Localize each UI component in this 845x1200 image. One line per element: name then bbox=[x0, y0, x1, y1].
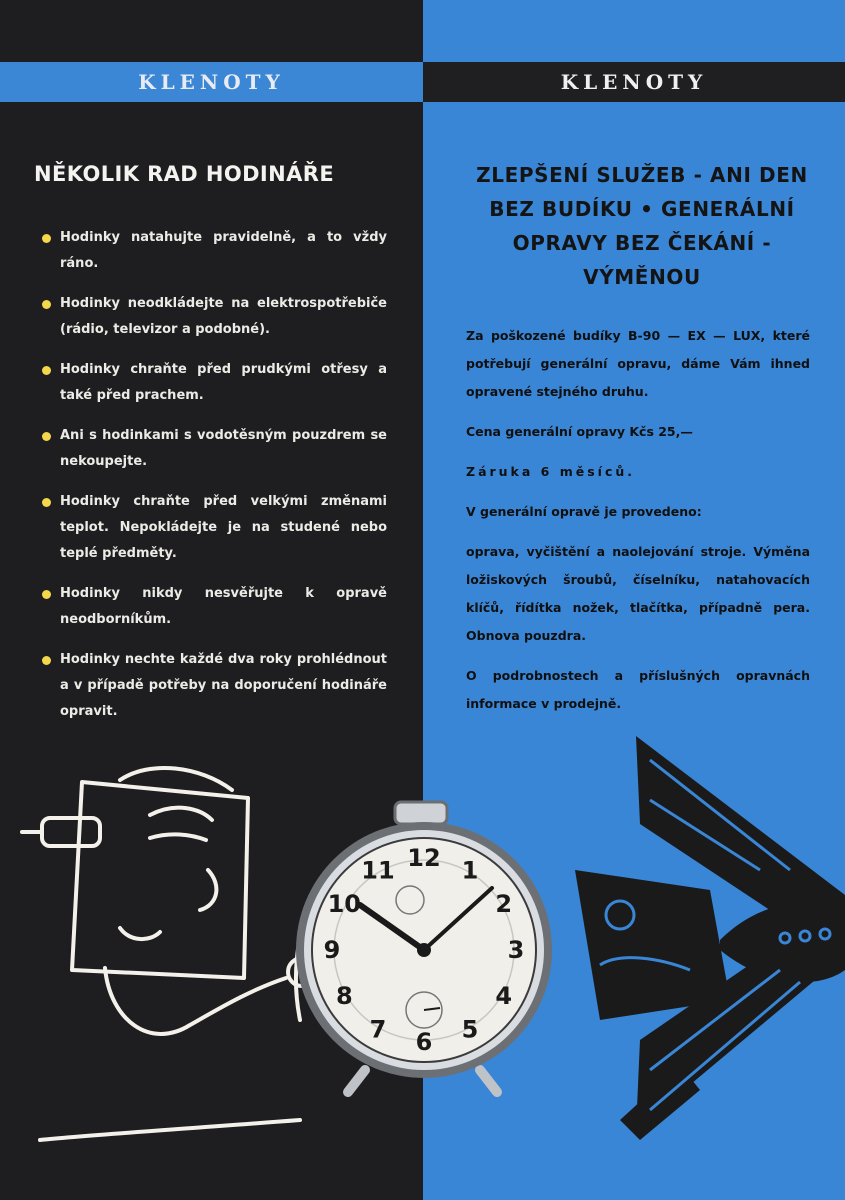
watchmaker-icon bbox=[22, 768, 316, 1140]
tip-item bbox=[42, 357, 387, 409]
tip-text: Hodinky chraňte před prudkými otřesy a také před prachem. bbox=[60, 362, 387, 403]
bullet-icon bbox=[42, 498, 51, 507]
left-brand-label: KLENOTY bbox=[138, 70, 285, 94]
clock-numeral: 3 bbox=[507, 936, 525, 964]
clock-numeral: 2 bbox=[495, 890, 513, 918]
bullet-icon bbox=[42, 590, 51, 599]
tip-item bbox=[42, 647, 387, 725]
repair-scope-heading: V generální opravě je provedeno: bbox=[466, 504, 702, 519]
bullet-icon bbox=[42, 234, 51, 243]
tip-item bbox=[42, 291, 387, 343]
clock-numeral: 6 bbox=[415, 1028, 433, 1056]
illustration bbox=[0, 720, 845, 1200]
clock-numeral: 7 bbox=[369, 1015, 387, 1044]
clock-numeral: 5 bbox=[461, 1015, 479, 1044]
right-body bbox=[466, 322, 810, 730]
clock-numeral: 4 bbox=[495, 982, 513, 1010]
tip-text: Hodinky nikdy nesvěřujte k opravě neodborníkům. bbox=[60, 586, 387, 627]
bullet-icon bbox=[42, 656, 51, 665]
tip-text: Hodinky nechte každé dva roky prohlédnout a v případě potřeby na doporučení hodináře opravit. bbox=[60, 652, 387, 719]
alarm-clock bbox=[296, 802, 552, 1092]
bullet-icon bbox=[42, 366, 51, 375]
info-paragraph: O podrobnostech a příslušných opravnách informace v prodejně. bbox=[466, 668, 810, 711]
clock-numeral: 12 bbox=[407, 844, 441, 872]
stylized-fish-icon bbox=[575, 736, 845, 1140]
tip-text: Hodinky chraňte před velkými změnami teplot. Nepokládejte je na studené nebo teplé předměty. bbox=[60, 494, 387, 561]
left-heading: NĚKOLIK RAD HODINÁŘE bbox=[34, 162, 335, 186]
tips-list bbox=[42, 225, 387, 739]
tip-text: Hodinky neodkládejte na elektrospotřebiče (rádio, televizor a podobné). bbox=[60, 296, 387, 337]
right-heading: ZLEPŠENÍ SLUŽEB - ANI DEN BEZ BUDÍKU • GENERÁLNÍ OPRAVY BEZ ČEKÁNÍ - VÝMĚNOU bbox=[476, 163, 808, 289]
clock-numeral: 11 bbox=[361, 856, 395, 885]
left-brand-band bbox=[0, 62, 423, 102]
price-paragraph: Cena generální opravy Kčs 25,— bbox=[466, 424, 693, 439]
right-brand-band bbox=[423, 62, 845, 102]
clock-numeral: 9 bbox=[323, 936, 341, 964]
tip-item bbox=[42, 225, 387, 277]
tip-item bbox=[42, 423, 387, 475]
right-brand-label: KLENOTY bbox=[560, 70, 708, 94]
clock-numeral: 8 bbox=[335, 982, 353, 1010]
tip-item bbox=[42, 581, 387, 633]
repair-scope-paragraph: oprava, vyčištění a naolejování stroje. Výměna ložiskových šroubů, číselníku, natahovacích klíčů, řídítka nožek, tlačítka, případně pera. Obnova pouzdra. bbox=[466, 544, 810, 643]
clock-numeral: 10 bbox=[327, 890, 362, 918]
bullet-icon bbox=[42, 432, 51, 441]
tip-item bbox=[42, 489, 387, 567]
bullet-icon bbox=[42, 300, 51, 309]
service-paragraph: Za poškozené budíky B-90 — EX — LUX, které potřebují generální opravu, dáme Vám ihned opravené stejného druhu. bbox=[466, 328, 810, 399]
warranty-paragraph: Záruka 6 měsíců. bbox=[466, 464, 635, 479]
tip-text: Ani s hodinkami s vodotěsným pouzdrem se nekoupejte. bbox=[60, 428, 387, 469]
clock-numeral: 1 bbox=[461, 856, 479, 885]
tip-text: Hodinky natahujte pravidelně, a to vždy ráno. bbox=[60, 230, 387, 271]
